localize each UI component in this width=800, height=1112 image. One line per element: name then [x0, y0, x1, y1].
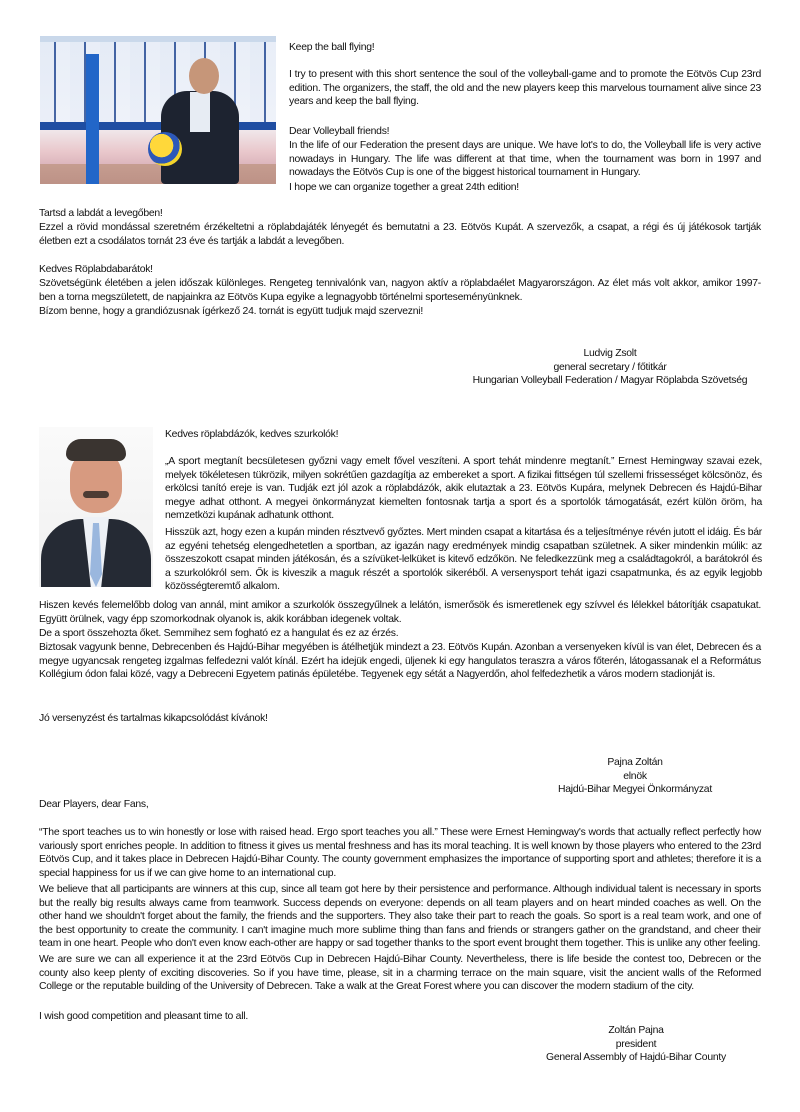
- greeting2-hu-p2: Hisszük azt, hogy ezen a kupán minden résztvevő győztes. Mert minden csapat a kitartása és a teljesítménye révén jutott el idáig. És bár az egyéni tehetség elengedhetetlen a sportban, az igazán nagy eredmények mindig csapatban születnek. A siker mindenkin múlik: az összeszokott csapat minden játékosán, és a szívüket-lelküket is kitevő edzőkön. Ne feledkezzünk meg a családtagokról, a barátokról és a szurkolókról sem. Ők is kiveszik a maguk részét a sportolók sikeréből. A versenysport tehát igazi csapatmunka, és az egyik legjobb közösségteremtő alkalom.: [165, 527, 762, 592]
- greeting1-en-p2: In the life of our Federation the present days are unique. We have lot's to do, the Volleyball life is very active nowadays in Hungary. The life was different at that time, when the tournament was born in 1997 and nowadays the Eötvös Cup is one of the biggest historical tournament in Hungary.: [289, 140, 761, 178]
- greeting1-en-p3: I hope we can organize together a great 24th edition!: [289, 182, 519, 193]
- greeting2-en-salutation: Dear Players, dear Fans,: [39, 799, 149, 810]
- greeting2-hu-p1: „A sport megtanít becsületesen győzni vagy emelt fővel veszíteni. A sport tehát mindenre megtanít.” Ernest Hemingway szavai ezek, melyek tökéletesen tükrözik, milyen sokrétűen gazdagítja az embereket a sport. A fizikai fittségen túl szellemi frissességet kölcsönöz, és erkölcsi tanító ereje is van. Tudják ezt jól azok a röplabdázók, akik elutaztak a 23. Eötvös Kupára, melynek Debrecen és Hajdú-Bihar megye adhat otthont. A megyei önkormányzat kiemelten fontosnak tartja a sport és a sportolók támogatását, ezért külön öröm, ha nemzetközi kupának adhatunk otthont.: [165, 456, 762, 521]
- greeting2-hu-p4: De a sport összehozta őket. Semmihez sem fogható ez a hangulat és ez az érzés.: [39, 628, 399, 639]
- signature-name: Zoltán Pajna: [608, 1025, 664, 1036]
- signature-organization: General Assembly of Hajdú-Bihar County: [546, 1052, 726, 1063]
- president-photo: [40, 36, 276, 184]
- greeting1-en-p1: I try to present with this short sentence the soul of the volleyball-game and to promote the Eötvös Cup 23rd edition. The organizers, the staff, the old and the new players keep this marvelous tournament alive since 23 years and keep the ball flying.: [289, 69, 761, 107]
- greeting2-en-p1: “The sport teaches us to win honestly or lose with raised head. Ergo sport teaches you all.” These were Ernest Hemingway's words that actually reflect perfectly how variously sport enriches people. In addition to fitness it gives us mental freshness and has its moral teaching. It is well known by those players who entered to the 23rd Eötvös Cup, and it takes place in Debrecen Hajdú-Bihar County. The county government emphasizes the importance of supporting sport and athletes; therefore it is a special happiness for us if we can give home to an international cup.: [39, 827, 761, 879]
- signature-role: elnök: [623, 770, 647, 782]
- greeting2-hu-closing: Jó versenyzést és tartalmas kikapcsolódást kívánok!: [39, 713, 268, 724]
- greeting2-en-signature: [500, 1024, 772, 1065]
- greeting2-hu-p5: Biztosak vagyunk benne, Debrecenben és Hajdú-Bihar megyében is átélhetjük mindezt a 23. Eötvös Kupán. Azonban a versenyeken kívül is van élet, Debrecen és a megye ugyancsak rengeteg izgalmas felfedezni valót kínál. Ezért ha idejük engedi, üljenek ki egy hangulatos teraszra a város főterén, látogassanak el a Református Kollégium ódon falai közé, vagy a Debreceni Egyetem patinás épületébe. Tegyenek egy sétát a Nagyerdőn, ahol felfedezhetik a város modern stadionját is.: [39, 642, 761, 680]
- signature-name: Pajna Zoltán: [607, 757, 663, 768]
- greeting2-hu-signature: [500, 756, 770, 797]
- signature-role: president: [615, 1038, 657, 1050]
- greeting1-signature: [430, 347, 790, 388]
- greeting1-en-salutation: Dear Volleyball friends!: [289, 126, 390, 137]
- greeting2-en-p3: We are sure we can all experience it at the 23rd Eötvös Cup in Debrecen Hajdú-Bihar County. Nevertheless, there is life beside the contest too, Debrecen or the county also keep plenty of exciting discoveries. So if you have time, please, sit in a charming terrace on the main square, visit the ancient walls of the Reformed College or the reputable building of the University of Debrecen. Take a walk at the Great Forest where you can discover the modern stadium of the city.: [39, 954, 761, 992]
- greeting1-hu-p2: Szövetségünk életében a jelen időszak különleges. Rengeteg tennivalónk van, nagyon aktív a röplabdaélet Magyarországon. Az élet más volt akkor, amikor 1997-ben a torna megszületett, de napjainkra az Eötvös Kupa egyike a legnagyobb történelmi sporteseményünknek.: [39, 278, 761, 303]
- greeting2-en-closing: I wish good competition and pleasant time to all.: [39, 1011, 248, 1022]
- greeting2-hu-salutation: Kedves röplabdázók, kedves szurkolók!: [165, 429, 339, 440]
- greeting1-hu-p1: Ezzel a rövid mondással szeretném érzékeltetni a röplabdajáték lényegét és bemutatni a 23. Eötvös Kupát. A szervezők, a csapat, a régi és új játékosok tartják életben ezt a csodálatos tornát 23 éve és tartják a labdát a levegőben.: [39, 222, 761, 247]
- greeting1-en-title: Keep the ball flying!: [289, 42, 375, 53]
- portrait-photo: [39, 427, 153, 587]
- greeting1-en-title-block: [289, 41, 761, 55]
- greeting1-hu-title: Tartsd a labdát a levegőben!: [39, 208, 163, 219]
- greeting1-hu-p3: Bízom benne, hogy a grandiózusnak ígérkező 24. tornát is együtt tudjuk majd szervezni!: [39, 306, 423, 317]
- signature-role: general secretary / főtitkár: [553, 361, 667, 373]
- greeting2-en-p2: We believe that all participants are winners at this cup, since all team got here by their persistence and performance. Although individual talent is necessary in sports but the really big results always came from teamwork. Success depends on everyone: depends on all team players and on heart minded coaches as well. On the other hand we shouldn't forget about the family, the friends and the supporters. They also take their part to reach the goals. So sport is a real team work, and one of the best opportunity to create the community. I can't imagine much more sublime thing than fans and friends or strangers gather on the grandstand, and cheer their team in one heart. People who don't even know each-other are happy or sad together thanks to the sport event brought them together. This is unlike any other feeling.: [39, 884, 761, 949]
- greeting1-hu-salutation: Kedves Röplabdabarátok!: [39, 264, 153, 275]
- greeting2-hu-p3: Hiszen kevés felemelőbb dolog van annál, mint amikor a szurkolók összegyűlnek a lelátón, ismerősök és ismeretlenek egy szívvel és lélekkel bátorítják csapatukat. Együtt örülnek, vagy épp szomorkodnak olyanok is, akik korábban idegenek voltak.: [39, 600, 761, 625]
- signature-name: Ludvig Zsolt: [583, 348, 637, 359]
- signature-organization: Hajdú-Bihar Megyei Önkormányzat: [558, 784, 712, 795]
- signature-organization: Hungarian Volleyball Federation / Magyar Röplabda Szövetség: [472, 375, 748, 386]
